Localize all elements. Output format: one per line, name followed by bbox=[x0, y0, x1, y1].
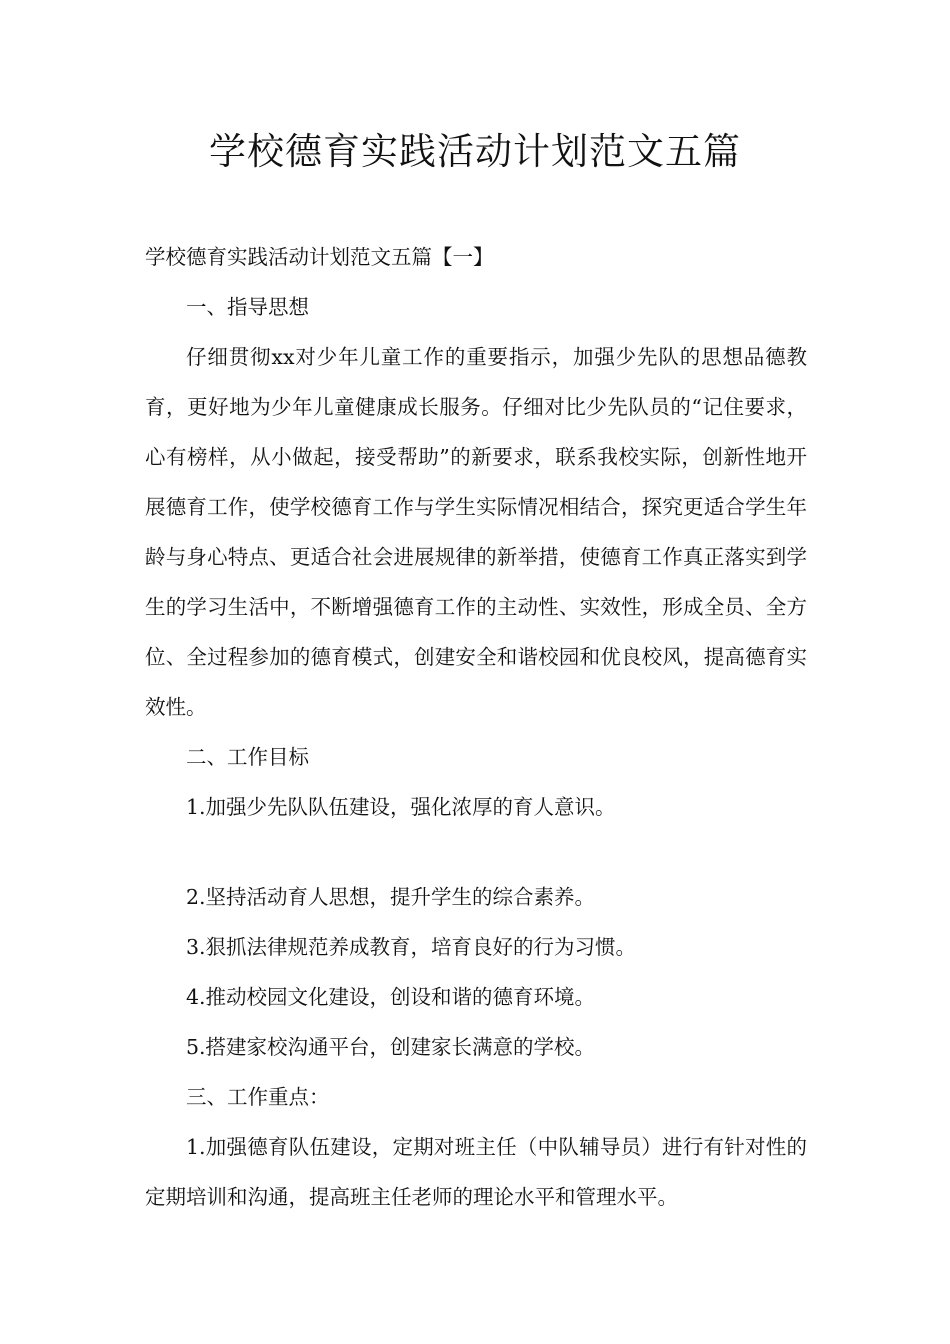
part3-item-1: 1.加强德育队伍建设，定期对班主任（中队辅导员）进行有针对性的定期培训和沟通，提高班主任老师的理论水平和管理水平。 bbox=[145, 1135, 807, 1209]
blank-gap bbox=[145, 832, 807, 872]
part2-heading: 二、工作目标 bbox=[186, 745, 309, 769]
part1-heading: 一、指导思想 bbox=[186, 295, 309, 319]
goal-item-2: 2.坚持活动育人思想，提升学生的综合素养。 bbox=[186, 885, 596, 909]
part3-heading: 三、工作重点： bbox=[186, 1085, 330, 1109]
section-heading: 学校德育实践活动计划范文五篇【一】 bbox=[145, 245, 494, 269]
goal-item-3: 3.狠抓法律规范养成教育，培育良好的行为习惯。 bbox=[186, 935, 637, 959]
document-title: 学校德育实践活动计划范文五篇 bbox=[209, 130, 741, 173]
goal-item-1: 1.加强少先队队伍建设，强化浓厚的育人意识。 bbox=[186, 795, 616, 819]
part1-paragraph: 仔细贯彻xx对少年儿童工作的重要指示，加强少先队的思想品德教育，更好地为少年儿童健康成长服务。仔细对比少先队员的“记住要求，心有榜样，从小做起，接受帮助”的新要求，联系我校实际，创新性地开展德育工作，使学校德育工作与学生实际情况相结合，探究更适合学生年龄与身心特点、更适合社会进展规律的新举措，使德育工作真正落实到学生的学习生活中，不断增强德育工作的主动性、实效性，形成全员、全方位、全过程参加的德育模式，创建安全和谐校园和优良校风，提高德育实效性。 bbox=[145, 345, 807, 719]
goal-item-5: 5.搭建家校沟通平台，创建家长满意的学校。 bbox=[186, 1035, 596, 1059]
goal-item-4: 4.推动校园文化建设，创设和谐的德育环境。 bbox=[186, 985, 596, 1009]
document-body bbox=[145, 232, 807, 1222]
